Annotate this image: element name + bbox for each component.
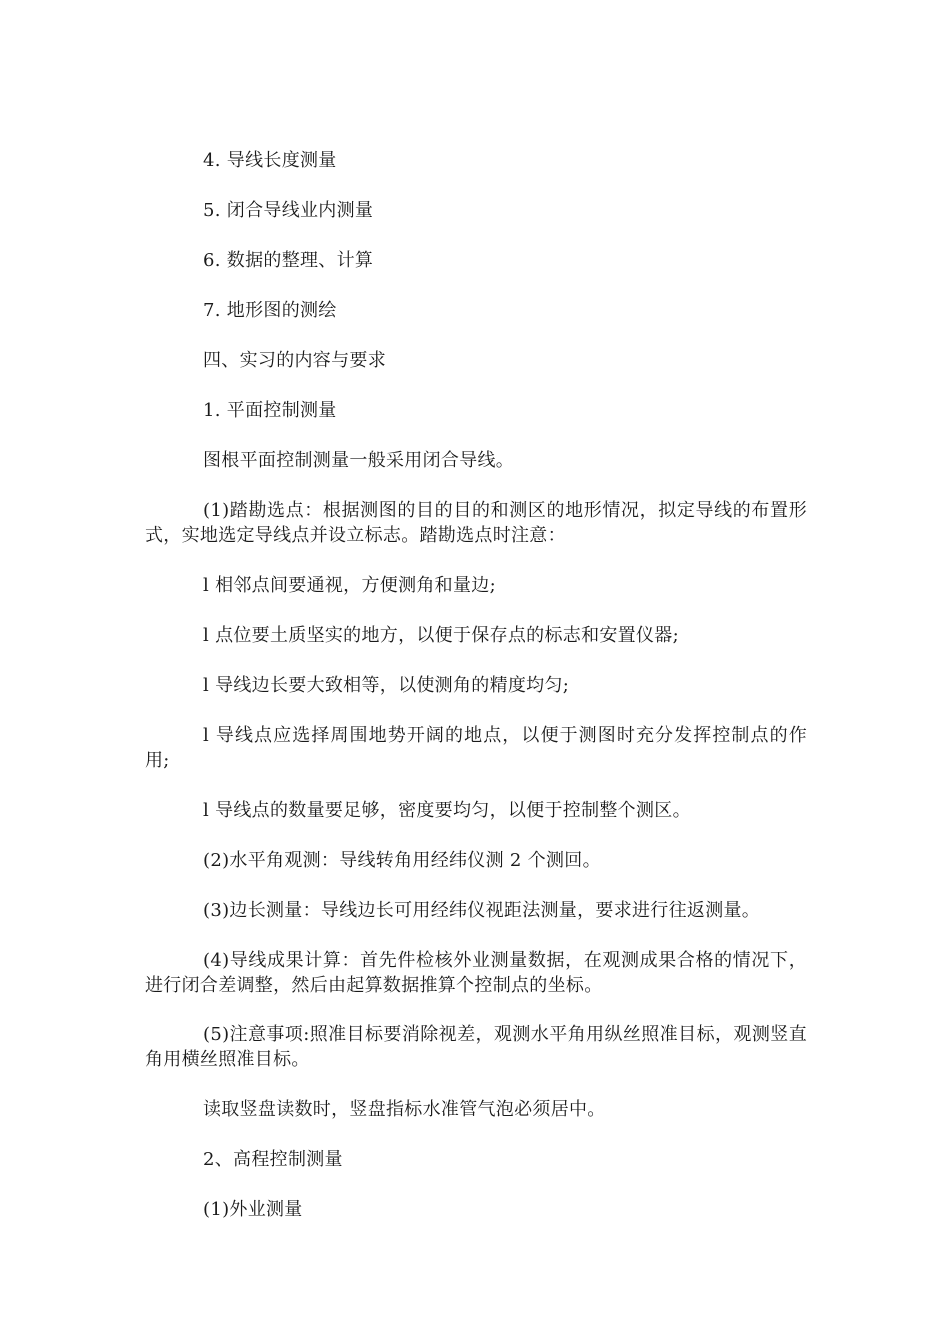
paragraph-fieldwork: (1)外业测量	[203, 1199, 303, 1220]
paragraph-step-3: (3)边长测量：导线边长可用经纬仪视距法测量，要求进行往返测量。	[203, 900, 761, 921]
subsection-heading-1: 1. 平面控制测量	[203, 400, 337, 421]
paragraph-item-5: 5. 闭合导线业内测量	[203, 200, 374, 221]
paragraph-step-5: (5)注意事项:照准目标要消除视差，观测水平角用纵丝照准目标，观测竖直角用横丝照准目标。	[145, 1024, 807, 1070]
paragraph-item-7: 7. 地形图的测绘	[203, 300, 337, 321]
paragraph-item-6: 6. 数据的整理、计算	[203, 250, 374, 271]
paragraph-step-4: (4)导线成果计算：首先件检核外业测量数据，在观测成果合格的情况下，进行闭合差调整，然后由起算数据推算个控制点的坐标。	[145, 950, 807, 996]
subsection-heading-2: 2、高程控制测量	[203, 1149, 343, 1170]
bullet-item-5: l 导线点的数量要足够，密度要均匀，以便于控制整个测区。	[203, 800, 691, 821]
paragraph-intro: 图根平面控制测量一般采用闭合导线。	[203, 450, 515, 471]
bullet-item-1: l 相邻点间要通视，方便测角和量边;	[203, 575, 496, 596]
paragraph-step-1: (1)踏勘选点：根据测图的目的目的和测区的地形情况，拟定导线的布置形式，实地选定导线点并设立标志。踏勘选点时注意：	[145, 500, 807, 546]
paragraph-step-2: (2)水平角观测：导线转角用经纬仪测 2 个测回。	[203, 850, 601, 871]
bullet-item-3: l 导线边长要大致相等，以使测角的精度均匀;	[203, 675, 570, 696]
bullet-item-2: l 点位要土质坚实的地方，以便于保存点的标志和安置仪器;	[203, 625, 679, 646]
section-heading-4: 四、实习的内容与要求	[203, 350, 386, 371]
paragraph-item-4: 4. 导线长度测量	[203, 150, 337, 171]
bullet-item-4: l 导线点应选择周围地势开阔的地点，以便于测图时充分发挥控制点的作用;	[145, 725, 807, 771]
paragraph-note: 读取竖盘读数时，竖盘指标水准管气泡必须居中。	[203, 1099, 606, 1120]
